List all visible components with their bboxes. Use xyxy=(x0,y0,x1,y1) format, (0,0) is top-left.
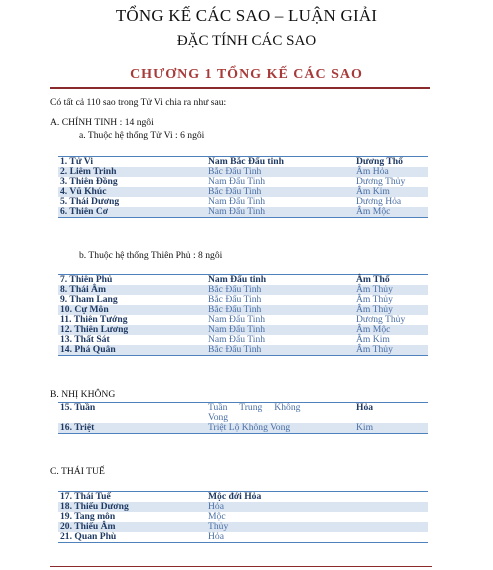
table-cell-name: 10. Cự Môn xyxy=(58,305,206,315)
table-cell-element: Âm Hỏa xyxy=(354,167,428,177)
table-cell-element: Dương Thủy xyxy=(356,176,406,187)
nhikhong-star-table xyxy=(58,402,428,434)
table-cell-name: 21. Quan Phù xyxy=(58,532,206,543)
table-cell-element: Mộc xyxy=(208,511,226,522)
table-cell-name: 12. Thiên Lương xyxy=(58,325,206,335)
table-cell-element: Âm Thủy xyxy=(354,345,428,356)
table-cell-group: Nam Đẩu tinh xyxy=(206,275,354,286)
table-cell-group: Triệt Lộ Không Vong xyxy=(206,423,354,434)
table-cell-element: Âm Thủy xyxy=(354,305,428,315)
table-cell-element: Âm Kim xyxy=(354,187,428,197)
section-a-sub-a: a. Thuộc hệ thống Tử Vi : 6 ngôi xyxy=(79,130,205,141)
table-cell-element: Kim xyxy=(354,423,428,434)
table-cell-name: 18. Thiếu Dương xyxy=(58,502,206,512)
table-cell-group: Nam Đẩu Tinh xyxy=(208,176,266,187)
table-cell-name: 8. Thái Âm xyxy=(58,285,206,295)
intro-text: Có tất cả 110 sao trong Tử Vi chia ra như sau: xyxy=(50,97,227,108)
table-cell-name: 15. Tuần xyxy=(58,403,206,424)
tuvi-star-table xyxy=(58,156,428,218)
table-cell-name: 2. Liêm Trinh xyxy=(58,167,206,177)
section-a-sub-b: b. Thuộc hệ thống Thiên Phủ : 8 ngôi xyxy=(79,250,223,261)
table-cell-empty xyxy=(354,502,428,512)
table-cell-name: 19. Tang môn xyxy=(60,511,116,522)
table-cell-element: Hỏa xyxy=(206,502,354,512)
table-cell-group-line1: Tuần Trung Không xyxy=(208,402,301,413)
document-subtitle: ĐẶC TÍNH CÁC SAO xyxy=(176,33,317,49)
table-cell-group: Bắc Đẩu Tinh xyxy=(206,305,354,315)
table-cell-element: Âm Thủy xyxy=(354,285,428,295)
table-cell-group: Bắc Đẩu Tinh xyxy=(206,187,354,197)
table-cell-empty xyxy=(354,512,428,522)
table-cell-element: Dương Thổ xyxy=(354,157,428,168)
table-row xyxy=(58,532,428,543)
table-cell-element: Dương Thủy xyxy=(356,314,406,325)
table-cell-group xyxy=(206,403,354,424)
table-cell-element: Dương Hỏa xyxy=(356,196,402,207)
table-cell-element: Âm Thủy xyxy=(356,294,393,305)
table-cell-empty xyxy=(354,492,428,503)
table-cell-element: Thủy xyxy=(206,522,354,532)
table-cell-empty xyxy=(354,522,428,532)
table-cell-element: Mộc đới Hỏa xyxy=(206,492,354,503)
table-cell-name: 4. Vũ Khúc xyxy=(58,187,206,197)
thienphu-star-table xyxy=(58,274,428,356)
table-cell-name: 11. Thiên Tướng xyxy=(60,314,128,325)
section-a-heading: A. CHÍNH TINH : 14 ngôi xyxy=(50,117,154,128)
table-cell-element: Hỏa xyxy=(354,403,428,424)
table-cell-name: 1. Tử Vi xyxy=(58,157,206,168)
table-cell-empty xyxy=(354,532,428,543)
table-cell-name: 5. Thái Dương xyxy=(60,196,120,207)
table-cell-name: 14. Phá Quân xyxy=(58,345,206,356)
thaitue-star-table xyxy=(58,491,428,543)
table-cell-group: Nam Đẩu Tinh xyxy=(208,196,266,207)
table-cell-group: Nam Đẩu Tinh xyxy=(206,325,354,335)
table-cell-group: Nam Đẩu Tinh xyxy=(208,334,266,345)
table-cell-name: 6. Thiên Cơ xyxy=(58,207,206,218)
table-cell-name: 17. Thái Tuế xyxy=(58,492,206,503)
table-cell-group: Bắc Đẩu Tinh xyxy=(206,285,354,295)
table-cell-group: Nam Đẩu Tinh xyxy=(208,314,266,325)
section-b-heading: B. NHỊ KHÔNG xyxy=(50,389,116,400)
table-cell-element: Âm Mộc xyxy=(354,325,428,335)
table-cell-name: 3. Thiên Đồng xyxy=(60,176,118,187)
table-cell-name: 16. Triệt xyxy=(58,423,206,434)
table-cell-name: 13. Thất Sát xyxy=(60,334,110,345)
table-cell-group-line2: Vong xyxy=(208,412,229,423)
section-c-heading: C. THÁI TUẾ xyxy=(50,466,105,477)
table-cell-element: Âm Mộc xyxy=(354,207,428,218)
table-cell-group: Bắc Đẩu Tinh xyxy=(206,345,354,356)
table-cell-name: 9. Tham Lang xyxy=(60,294,118,305)
chapter-rule xyxy=(50,87,430,89)
table-cell-group: Nam Bắc Đẩu tinh xyxy=(206,157,354,168)
table-cell-name: 20. Thiếu Âm xyxy=(58,522,206,532)
table-cell-element: Hỏa xyxy=(206,532,354,543)
chapter-heading: CHƯƠNG 1 TỔNG KẾ CÁC SAO xyxy=(130,67,363,82)
footer-rule xyxy=(50,566,432,567)
table-row xyxy=(58,345,428,356)
document-title: TỔNG KẾ CÁC SAO – LUẬN GIẢI xyxy=(115,6,378,25)
table-cell-group: Bắc Đẩu Tinh xyxy=(206,167,354,177)
table-cell-element: Âm Thổ xyxy=(354,275,428,286)
table-cell-name: 7. Thiên Phủ xyxy=(58,275,206,286)
table-row xyxy=(58,207,428,218)
table-cell-group: Nam Đẩu Tinh xyxy=(206,207,354,218)
table-cell-group: Bắc Đẩu Tinh xyxy=(208,294,262,305)
table-cell-element: Âm Kim xyxy=(356,334,390,345)
